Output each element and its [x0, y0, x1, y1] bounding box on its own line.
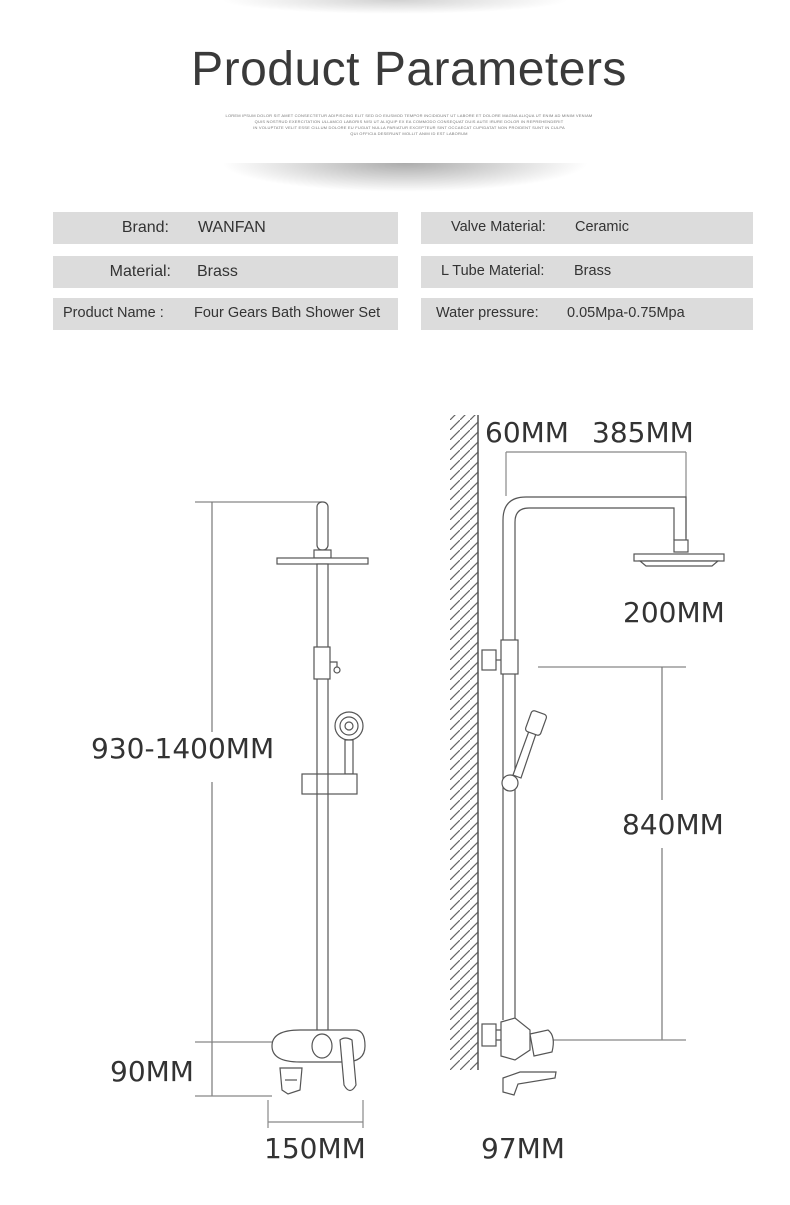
fine-print-line: QUIS NOSTRUD EXERCITATION ULLAMCO LABORIS NISI UT ALIQUIP EX EA COMMODO CONSEQUAT DUIS AUTE IRURE DOLOR IN REPREHENDERIT: [254, 119, 564, 124]
fine-print-line: QUI OFFICIA DESERUNT MOLLIT ANIM ID EST LABORUM: [350, 131, 468, 136]
page-title: Product Parameters: [191, 43, 627, 96]
dim-height-range: 930-1400MM: [91, 732, 275, 765]
param-label: Material:: [109, 263, 171, 280]
param-label: Product Name :: [63, 305, 164, 321]
param-value: Ceramic: [575, 219, 629, 235]
param-value: 0.05Mpa-0.75Mpa: [567, 305, 685, 321]
fine-print-line: IN VOLUPTATE VELIT ESSE CILLUM DOLORE EU FUGIAT NULLA PARIATUR EXCEPTEUR SINT OCCAECAT CUPIDATAT NON PROIDENT SUNT IN CULPA: [253, 125, 565, 130]
dim-valve-height: 90MM: [110, 1055, 194, 1088]
param-value: Brass: [197, 263, 238, 280]
dim-spout: 97MM: [481, 1132, 565, 1165]
param-label: Valve Material:: [451, 219, 546, 235]
param-value: WANFAN: [198, 219, 266, 236]
fine-print-line: LOREM IPSUM DOLOR SIT AMET CONSECTETUR ADIPISCING ELIT SED DO EIUSMOD TEMPOR INCIDIDUNT UT LABORE ET DOLORE MAGNA ALIQUA UT ENIM AD MINIM VENIAM: [225, 113, 593, 118]
param-value: Four Gears Bath Shower Set: [194, 305, 381, 321]
param-label: Brand:: [121, 219, 169, 236]
dim-valve-width: 150MM: [264, 1132, 366, 1165]
param-label: Water pressure:: [436, 305, 539, 321]
param-label: L Tube Material:: [441, 263, 545, 279]
dim-rise: 840MM: [622, 808, 724, 841]
front-view: [195, 502, 368, 1128]
dim-wall-offset: 60MM: [485, 416, 569, 449]
dim-head-diameter: 200MM: [623, 596, 725, 629]
param-value: Brass: [574, 263, 612, 279]
dim-arm-length: 385MM: [592, 416, 694, 449]
side-view: [450, 415, 724, 1095]
